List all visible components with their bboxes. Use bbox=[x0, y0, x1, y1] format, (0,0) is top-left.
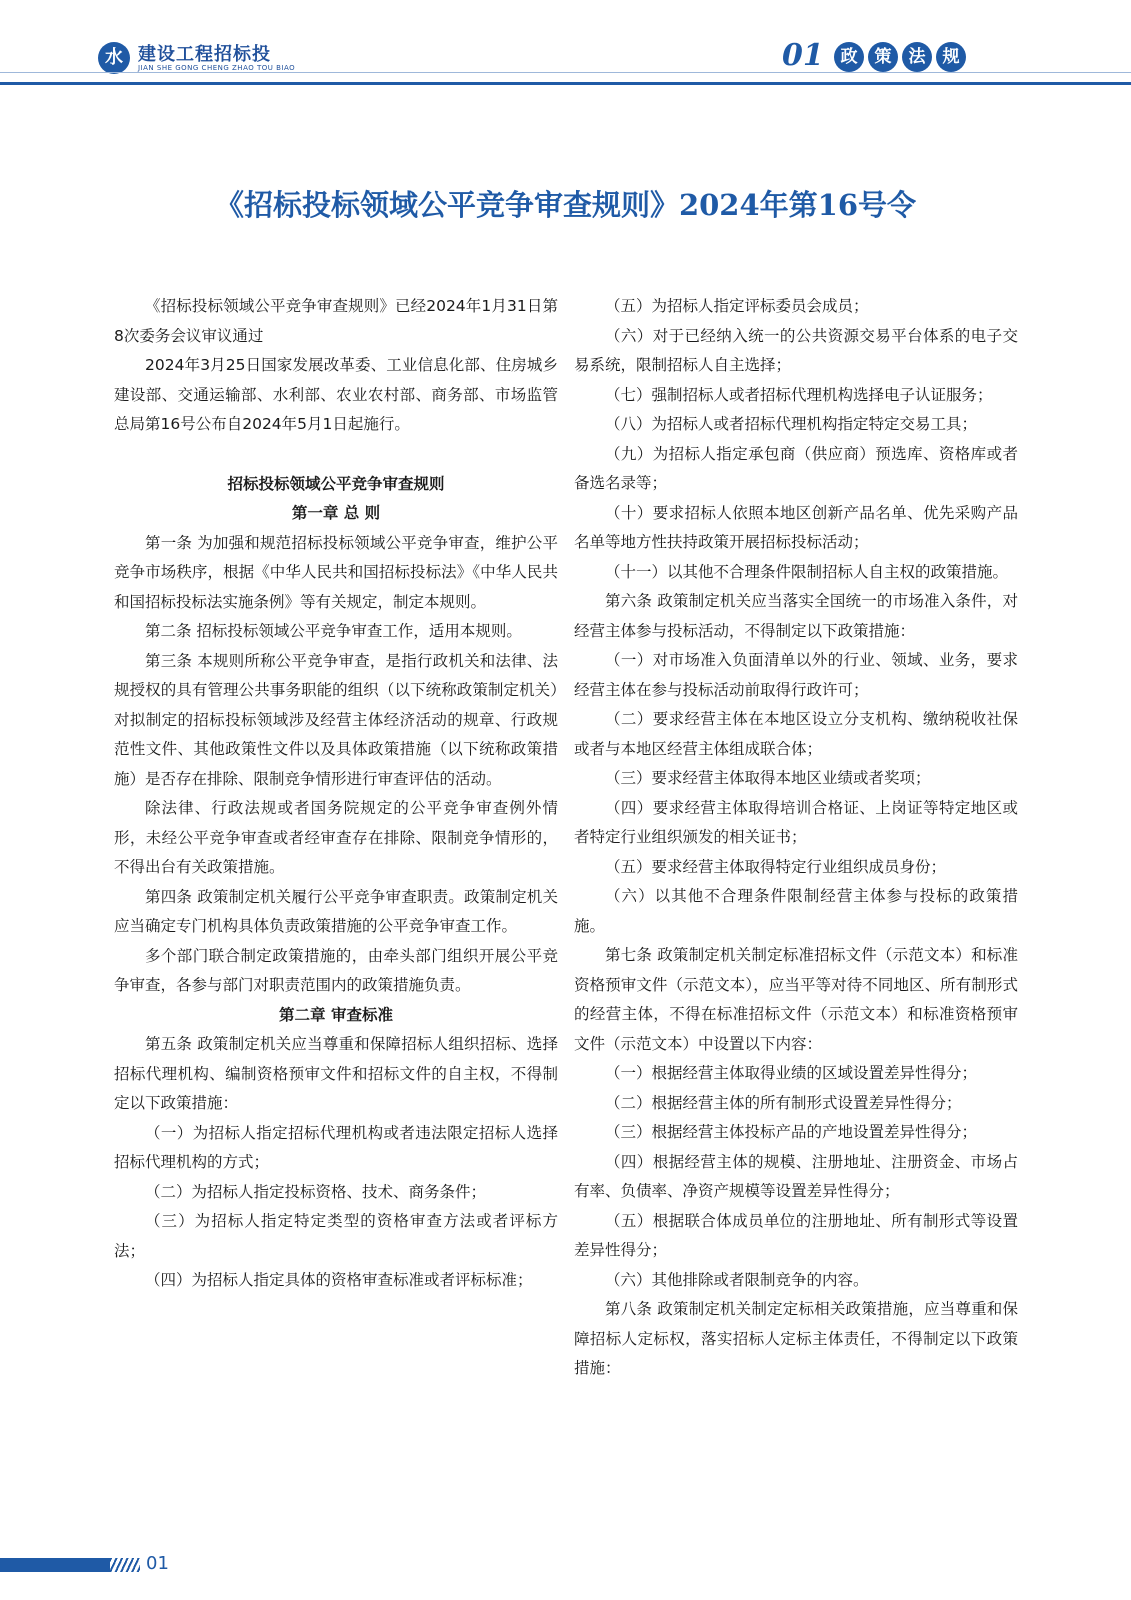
paragraph: 多个部门联合制定政策措施的，由牵头部门组织开展公平竞争审查，各参与部门对职责范围内的政策措施负责。 bbox=[114, 946, 558, 994]
list-item: （二）要求经营主体在本地区设立分支机构、缴纳税收社保或者与本地区经营主体组成联合体； bbox=[574, 710, 1018, 758]
rules-heading: 招标投标领域公平竞争审查规则 bbox=[227, 474, 445, 493]
section-char: 政 bbox=[834, 42, 864, 72]
header-rule bbox=[0, 82, 1131, 85]
list-item: （十）要求招标人依照本地区创新产品名单、优先采购产品名单等地方性扶持政策开展招标投标活动； bbox=[574, 503, 1018, 551]
section-char: 规 bbox=[936, 42, 966, 72]
section-title bbox=[834, 42, 966, 72]
chapter-heading: 第一章 总 则 bbox=[291, 504, 381, 522]
section-char: 策 bbox=[868, 42, 898, 72]
list-item: （七）强制招标人或者招标代理机构选择电子认证服务； bbox=[605, 385, 993, 404]
article: 第六条 政策制定机关应当落实全国统一的市场准入条件，对经营主体参与投标活动，不得制定以下政策措施： bbox=[574, 592, 1018, 640]
chapter-heading: 第二章 审查标准 bbox=[279, 1005, 393, 1024]
article: 第四条 政策制定机关履行公平竞争审查职责。政策制定机关应当确定专门机构具体负责政策措施的公平竞争审查工作。 bbox=[114, 887, 558, 935]
list-item: （九）为招标人指定承包商（供应商）预选库、资格库或者备选名录等； bbox=[574, 444, 1018, 492]
footer-stripes bbox=[110, 1558, 140, 1572]
page-number: 01 bbox=[146, 1553, 169, 1574]
list-item: （三）要求经营主体取得本地区业绩或者奖项； bbox=[605, 769, 931, 787]
list-item: （二）为招标人指定投标资格、技术、商务条件； bbox=[145, 1182, 487, 1201]
footer-bar bbox=[0, 1558, 110, 1572]
list-item: （六）以其他不合理条件限制经营主体参与投标的政策措施。 bbox=[574, 887, 1018, 935]
list-item: （一）对市场准入负面清单以外的行业、领域、业务，要求经营主体在参与投标活动前取得行政许可； bbox=[574, 651, 1018, 699]
header-thin-rule bbox=[0, 72, 1131, 73]
list-item: （六）其他排除或者限制竞争的内容。 bbox=[605, 1270, 869, 1289]
article: 第八条 政策制定机关制定定标相关政策措施，应当尊重和保障招标人定标权，落实招标人定标主体责任，不得制定以下政策措施： bbox=[574, 1300, 1018, 1377]
page-footer bbox=[0, 1550, 1131, 1600]
brand-name: 建设工程招标投 bbox=[138, 44, 271, 65]
paragraph: 除法律、行政法规或者国务院规定的公平竞争审查例外情形，未经公平竞争审查或者经审查存在排除、限制竞争情形的，不得出台有关政策措施。 bbox=[114, 799, 558, 876]
left-column bbox=[114, 292, 558, 1296]
section-number: 01 bbox=[782, 38, 824, 73]
brand-pinyin: JIAN SHE GONG CHENG ZHAO TOU BIAO bbox=[138, 64, 296, 72]
list-item: （四）根据经营主体的规模、注册地址、注册资金、市场占有率、负债率、净资产规模等设置差异性得分； bbox=[574, 1152, 1018, 1200]
list-item: （五）根据联合体成员单位的注册地址、所有制形式等设置差异性得分； bbox=[574, 1211, 1018, 1259]
list-item: （八）为招标人或者招标代理机构指定特定交易工具； bbox=[605, 415, 978, 433]
document-title: 《招标投标领域公平竞争审查规则》2024年第16号令 bbox=[214, 188, 917, 222]
list-item: （四）为招标人指定具体的资格审查标准或者评标标准； bbox=[145, 1271, 533, 1289]
article: 第三条 本规则所称公平竞争审查，是指行政机关和法律、法规授权的具有管理公共事务职能的组织（以下统称政策制定机关）对拟制定的招标投标领域涉及经营主体经济活动的规章、行政规范性文件、其他政策性文件以及具体政策措施（以下统称政策措施）是否存在排除、限制竞争情形进行审查评估的活动。 bbox=[114, 651, 558, 788]
logo-icon: 水 bbox=[98, 42, 130, 74]
article: 第七条 政策制定机关制定标准招标文件（示范文本）和标准资格预审文件（示范文本），应当平等对待不同地区、所有制形式的经营主体，不得在标准招标文件（示范文本）和标准资格预审文件（示范文本）中设置以下内容： bbox=[574, 946, 1018, 1053]
list-item: （一）为招标人指定招标代理机构或者违法限定招标人选择招标代理机构的方式； bbox=[114, 1123, 558, 1171]
list-item: （六）对于已经纳入统一的公共资源交易平台体系的电子交易系统，限制招标人自主选择； bbox=[574, 326, 1018, 374]
page-header bbox=[0, 0, 1131, 100]
list-item: （三）为招标人指定特定类型的资格审查方法或者评标方法； bbox=[114, 1212, 558, 1260]
article: 第二条 招标投标领域公平竞争审查工作，适用本规则。 bbox=[145, 622, 522, 640]
list-item: （十一）以其他不合理条件限制招标人自主权的政策措施。 bbox=[605, 562, 1009, 581]
list-item: （五）为招标人指定评标委员会成员； bbox=[605, 297, 869, 315]
list-item: （三）根据经营主体投标产品的产地设置差异性得分； bbox=[605, 1123, 978, 1141]
list-item: （五）要求经营主体取得特定行业组织成员身份； bbox=[605, 857, 947, 876]
list-item: （二）根据经营主体的所有制形式设置差异性得分； bbox=[605, 1093, 962, 1112]
paragraph: 《招标投标领域公平竞争审查规则》已经2024年1月31日第8次委务会议审议通过 bbox=[114, 297, 558, 345]
list-item: （四）要求经营主体取得培训合格证、上岗证等特定地区或者特定行业组织颁发的相关证书； bbox=[574, 798, 1018, 846]
right-column bbox=[574, 292, 1018, 1384]
article: 第一条 为加强和规范招标投标领域公平竞争审查，维护公平竞争市场秩序，根据《中华人民共和国招标投标法》《中华人民共和国招标投标法实施条例》等有关规定，制定本规则。 bbox=[114, 533, 558, 611]
section-char: 法 bbox=[902, 42, 932, 72]
paragraph: 2024年3月25日国家发展改革委、工业信息化部、住房城乡建设部、交通运输部、水利部、农业农村部、商务部、市场监管总局第16号公布自2024年5月1日起施行。 bbox=[114, 356, 558, 433]
list-item: （一）根据经营主体取得业绩的区域设置差异性得分； bbox=[605, 1064, 978, 1082]
article: 第五条 政策制定机关应当尊重和保障招标人组织招标、选择招标代理机构、编制资格预审文件和招标文件的自主权，不得制定以下政策措施： bbox=[114, 1035, 558, 1112]
